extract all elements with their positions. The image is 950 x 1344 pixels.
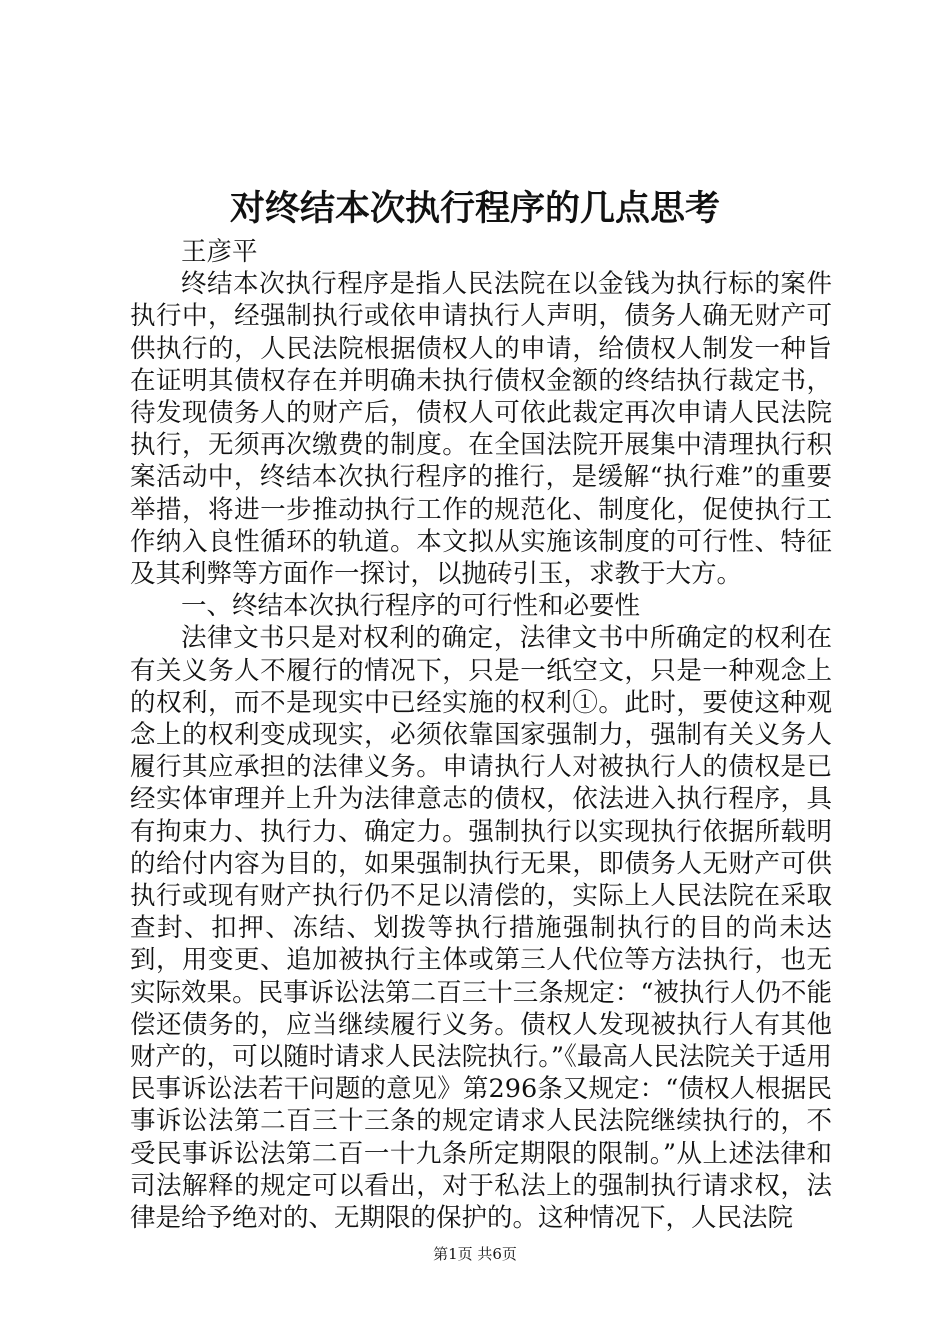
paragraph-intro: 终结本次执行程序是指人民法院在以金钱为执行标的案件执行中，经强制执行或依申请执行人声明，债务人确无财产可供执行的，人民法院根据债权人的申请，给债权人制发一种旨在证明其债权存在并明确未执行债权金额的终结执行裁定书，待发现债务人的财产后，债权人可依此裁定再次申请人民法院执行，无须再次缴费的制度。在全国法院开展集中清理执行积案活动中，终结本次执行程序的推行，是缓解“执行难”的重要举措，将进一步推动执行工作的规范化、制度化，促使执行工作纳入良性循环的轨道。本文拟从实施该制度的可行性、特征及其利弊等方面作一探讨，以抛砖引玉，求教于大方。 [130, 269, 832, 590]
document-body [130, 236, 832, 1234]
section-heading: 一、终结本次执行程序的可行性和必要性 [181, 591, 641, 622]
page-number-footer: 第1页 共6页 [433, 1245, 517, 1263]
paragraph-section-one: 法律文书只是对权利的确定，法律文书中所确定的权利在有关义务人不履行的情况下，只是一纸空文，只是一种观念上的权利，而不是现实中已经实施的权利①。此时，要使这种观念上的权利变成现实，必须依靠国家强制力，强制有关义务人履行其应承担的法律义务。申请执行人对被执行人的债权是已经实体审理并上升为法律意志的债权，依法进入执行程序，具有拘束力、执行力、确定力。强制执行以实现执行依据所载明的给付内容为目的，如果强制执行无果，即债务人无财产可供执行或现有财产执行仍不足以清偿的，实际上人民法院在采取查封、扣押、冻结、划拨等执行措施强制执行的目的尚未达到，用变更、追加被执行主体或第三人代位等方法执行，也无实际效果。民事诉讼法第二百三十三条规定：“被执行人仍不能偿还债务的，应当继续履行义务。债权人发现被执行人有其他财产的，可以随时请求人民法院执行。”《最高人民法院关于适用民事诉讼法若干问题的意见》第296条又规定：“债权人根据民事诉讼法第二百三十三条的规定请求人民法院继续执行的，不受民事诉讼法第二百一十九条所定期限的限制。”从上述法律和司法解释的规定可以看出，对于私法上的强制执行请求权，法律是给予绝对的、无期限的保护的。这种情况下，人民法院 [130, 623, 832, 1234]
document-title: 对终结本次执行程序的几点思考 [229, 188, 720, 229]
author-line: 王彦平 [181, 237, 258, 267]
